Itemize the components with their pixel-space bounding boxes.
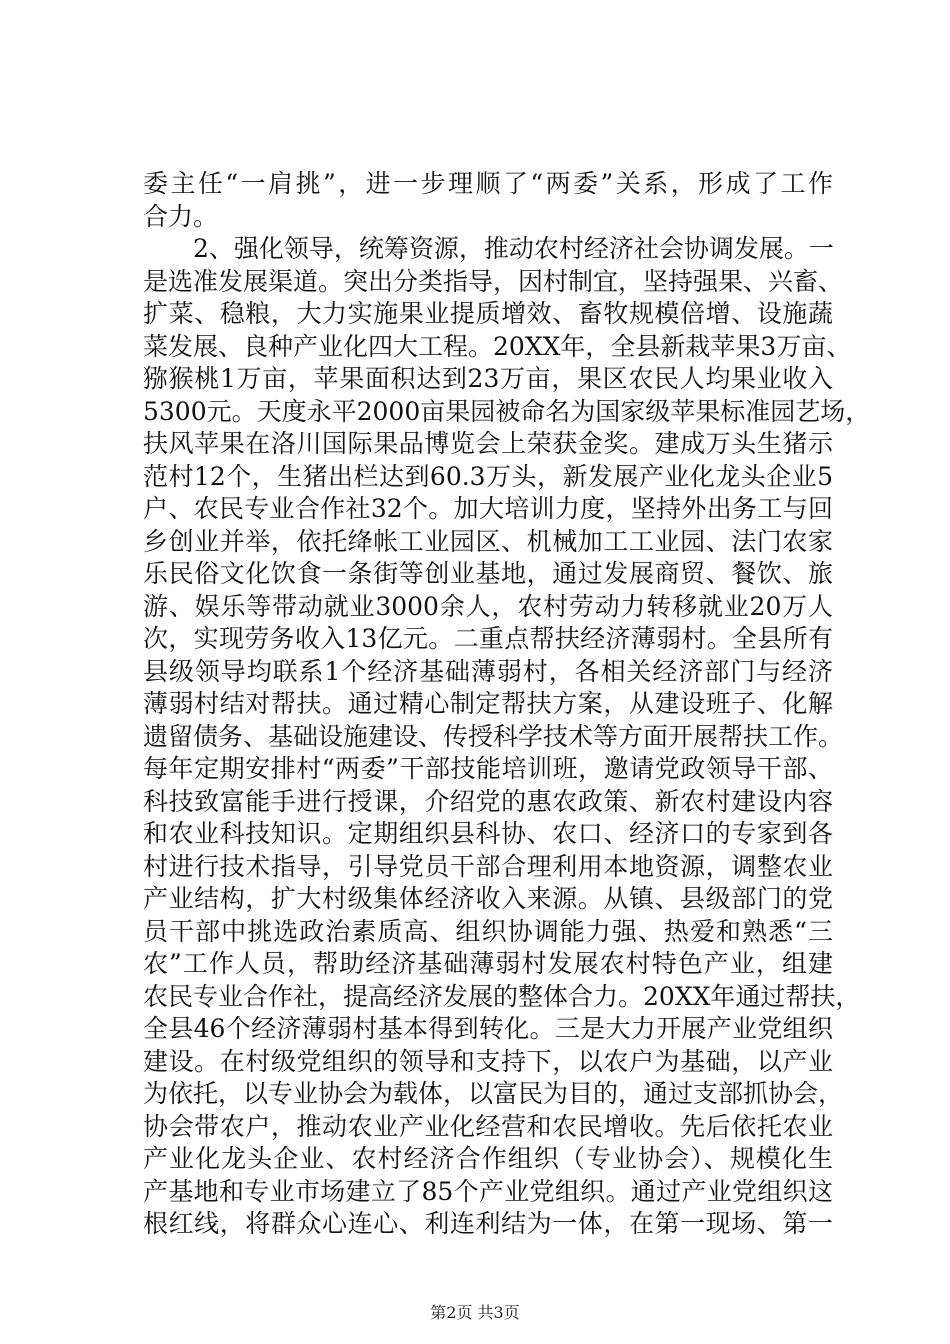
text-line: 遗留债务、基础设施建设、传授科学技术等方面开展帮扶工作。 <box>143 721 844 751</box>
text-line: 扶风苹果在洛川国际果品博览会上荣获金奖。建成万头生猪示 <box>143 429 833 458</box>
text-line: 菜发展、良种产业化四大工程。20XX年，全县新栽苹果3万亩、 <box>143 331 852 361</box>
text-line: 5300元。天度永平2000亩果园被命名为国家级苹果标准园艺场， <box>143 396 871 426</box>
text-line: 产业结构，扩大村级集体经济收入来源。从镇、县级部门的党 <box>143 884 833 913</box>
text-line: 根红线，将群众心连心、利连利结为一体，在第一现场、第一 <box>143 1209 833 1238</box>
text-line: 每年定期安排村“两委”干部技能培训班，邀请党政领导干部、 <box>143 754 833 783</box>
text-line: 为依托，以专业协会为载体，以富民为目的，通过支部抓协会， <box>143 1079 844 1108</box>
page-footer <box>0 1303 950 1323</box>
text-line: 猕猴桃1万亩，苹果面积达到23万亩，果区农民人均果业收入 <box>143 364 833 393</box>
text-line: 合力。 <box>143 201 219 231</box>
text-line: 和农业科技知识。定期组织县科协、农口、经济口的专家到各 <box>143 819 833 848</box>
text-line: 协会带农户，推动农业产业化经营和农民增收。先后依托农业 <box>143 1111 833 1141</box>
text-line: 村进行技术指导，引导党员干部合理利用本地资源，调整农业 <box>143 851 833 881</box>
page-number-label: 第2页 共3页 <box>430 1303 520 1322</box>
text-line: 建设。在村级党组织的领导和支持下，以农户为基础，以产业 <box>143 1046 833 1076</box>
text-line: 范村12个，生猪出栏达到60.3万头，新发展产业化龙头企业5 <box>143 461 833 491</box>
text-line: 员干部中挑选政治素质高、组织协调能力强、热爱和熟悉“三 <box>143 916 833 946</box>
text-line: 次，实现劳务收入13亿元。二重点帮扶经济薄弱村。全县所有 <box>143 624 833 653</box>
text-line: 农民专业合作社，提高经济发展的整体合力。20XX年通过帮扶， <box>143 981 861 1011</box>
paragraph-start-line: 2、强化领导，统筹资源，推动农村经济社会协调发展。一 <box>193 234 834 263</box>
text-line: 产基地和专业市场建立了85个产业党组织。通过产业党组织这 <box>143 1176 833 1206</box>
text-line: 县级领导均联系1个经济基础薄弱村，各相关经济部门与经济 <box>143 656 833 686</box>
text-line: 乡创业并举，依托绛帐工业园区、机械加工工业园、法门农家 <box>143 526 833 556</box>
text-line: 乐民俗文化饮食一条街等创业基地，通过发展商贸、餐饮、旅 <box>143 559 833 588</box>
text-line: 是选准发展渠道。突出分类指导，因村制宜，坚持强果、兴畜、 <box>143 266 844 296</box>
text-line: 全县46个经济薄弱村基本得到转化。三是大力开展产业党组织 <box>143 1014 833 1043</box>
text-line: 委主任“一肩挑”，进一步理顺了“两委”关系，形成了工作 <box>143 169 833 198</box>
text-line: 游、娱乐等带动就业3000余人，农村劳动力转移就业20万人 <box>143 591 833 621</box>
text-line: 户、农民专业合作社32个。加大培训力度，坚持外出务工与回 <box>143 494 833 523</box>
text-line: 科技致富能手进行授课，介绍党的惠农政策、新农村建设内容 <box>143 786 833 816</box>
text-line: 农”工作人员，帮助经济基础薄弱村发展农村特色产业，组建 <box>143 949 833 978</box>
text-line: 产业化龙头企业、农村经济合作组织（专业协会）、规模化生 <box>143 1144 833 1173</box>
body-text <box>143 168 871 1241</box>
text-line: 扩菜、稳粮，大力实施果业提质增效、畜牧规模倍增、设施蔬 <box>143 299 833 328</box>
text-line: 薄弱村结对帮扶。通过精心制定帮扶方案，从建设班子、化解 <box>143 689 833 718</box>
